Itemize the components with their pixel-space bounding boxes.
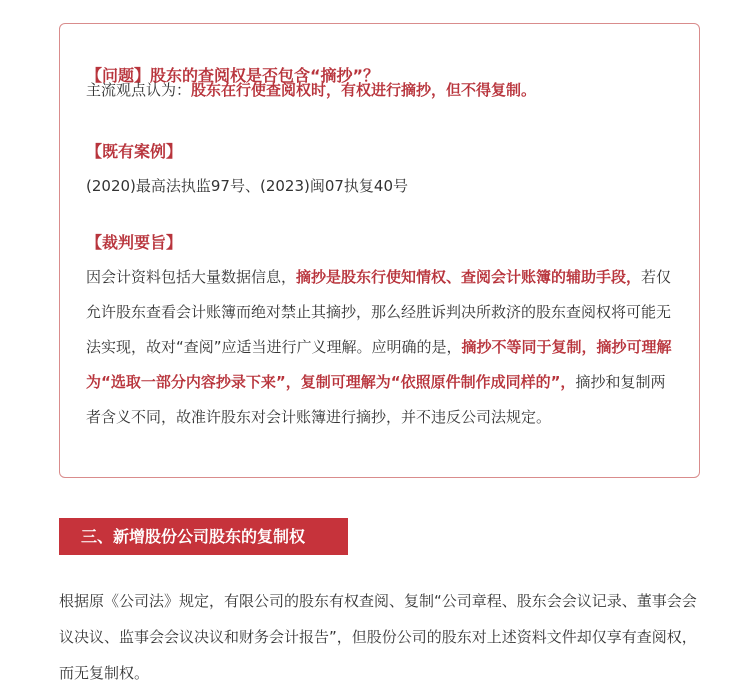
cases-heading: 【既有案例】 (86, 142, 183, 161)
ruling-text-1: 因会计资料包括大量数据信息， (86, 268, 297, 286)
body-paragraph: 根据原《公司法》规定，有限公司的股东有权查阅、复制“公司章程、股东会会议记录、董事会会议决议、监事会会议决议和财务会计报告”，但股份公司的股东对上述资料文件却仅享有查阅权，而无复制权。 (59, 592, 697, 682)
ruling-summary-card (59, 23, 700, 478)
cases-text: (2020)最高法执监97号、(2023)闽07执复40号 (86, 177, 409, 195)
mainstream-prefix: 主流观点认为： (86, 81, 192, 99)
section-title-banner: 三、新增股份公司股东的复制权 (59, 518, 348, 555)
question-heading: 【问题】股东的查阅权是否包含“摘抄”？ (86, 66, 380, 85)
ruling-paragraph (86, 260, 680, 435)
mainstream-view (86, 80, 536, 100)
mainstream-highlight: 股东在行使查阅权时，有权进行摘抄，但不得复制。 (191, 81, 537, 99)
ruling-highlight-1: 摘抄是股东行使知情权、查阅会计账簿的辅助手段， (296, 268, 642, 286)
ruling-highlight-2: 摘抄不等同于复制，摘抄可理解为“选取一部分内容抄录下来”，复制可理解为“依照原件制作成同样的”， (86, 338, 672, 391)
ruling-text-3: 摘抄和复制两者含义不同，故准许股东对会计账簿进行摘抄，并不违反公司法规定。 (86, 373, 666, 426)
ruling-heading: 【裁判要旨】 (86, 233, 183, 252)
ruling-text-2: 若仅允许股东查看会计账簿而绝对禁止其摘抄，那么经胜诉判决所救济的股东查阅权将可能无法实现，故对“查阅”应适当进行广义理解。应明确的是， (86, 268, 672, 356)
